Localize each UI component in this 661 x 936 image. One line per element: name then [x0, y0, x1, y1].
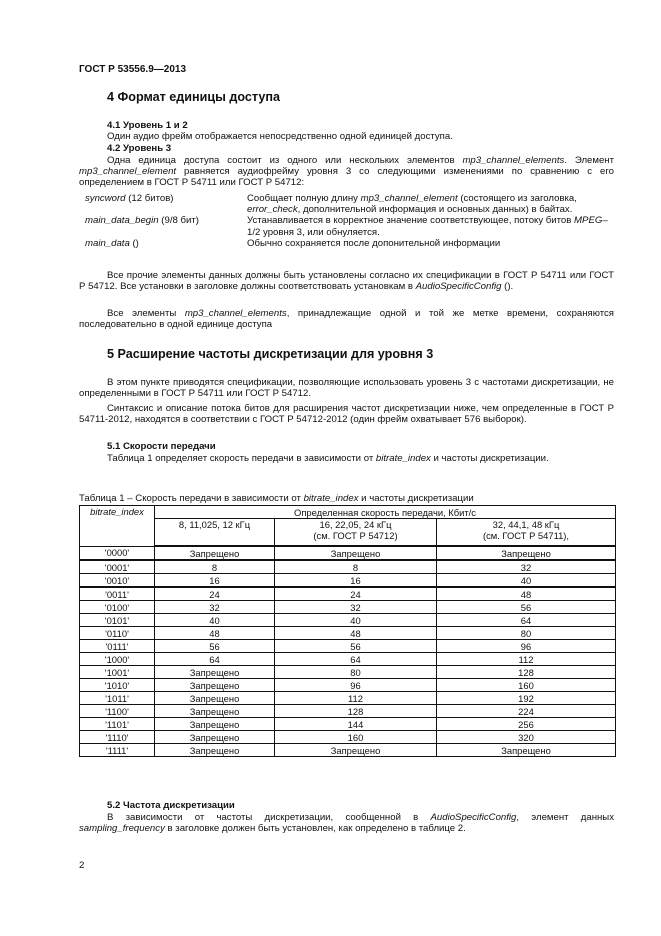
- table-row: [80, 653, 616, 666]
- table-cell: 80: [275, 666, 437, 679]
- section-5-title: 5 Расширение частоты дискретизации для уровня 3: [107, 347, 434, 361]
- table-row: [80, 640, 616, 653]
- document-header: ГОСТ Р 53556.9—2013: [79, 64, 187, 75]
- page-number: 2: [79, 860, 85, 871]
- text-segment: и частоты дискретизации: [358, 493, 474, 504]
- table-cell: 48: [437, 587, 616, 601]
- table-cell: '1100': [80, 705, 155, 718]
- table-cell: Запрещено: [155, 705, 275, 718]
- italic-term: bitrate_index: [375, 453, 431, 464]
- table-cell: 48: [155, 627, 275, 640]
- table-row: [80, 560, 616, 574]
- italic-term: mp3_channel_elements: [462, 155, 565, 166]
- definition-row: main_data () Обычно сохраняется после допонительной информации: [79, 238, 614, 249]
- table-cell: '1000': [80, 653, 155, 666]
- italic-term: mp3_channel_elements: [184, 308, 287, 319]
- table-cell: 112: [275, 692, 437, 705]
- table-cell: 256: [437, 718, 616, 731]
- definition-description: [247, 238, 614, 249]
- table-cell: 40: [437, 574, 616, 588]
- table-cell: 32: [437, 560, 616, 574]
- italic-term: AudioSpecificConfig: [415, 281, 502, 293]
- table-row: [80, 601, 616, 614]
- table-cell: 192: [437, 692, 616, 705]
- section-4-title: 4 Формат единицы доступа: [107, 90, 280, 104]
- table-header-group: Определенная скорость передачи, Кбит/с: [155, 506, 616, 519]
- text-segment: и частоты дискретизации.: [430, 453, 549, 464]
- table-cell: Запрещено: [155, 692, 275, 705]
- definition-description: [247, 193, 614, 215]
- table-subheader: 8, 11,025, 12 кГц: [155, 519, 275, 547]
- table-row: [80, 546, 616, 560]
- subsection-5-2-text: [79, 812, 614, 834]
- text-segment: Сообщает полную длину: [247, 193, 361, 204]
- text-segment: , дополнительной информация и основных данных) в байтах.: [297, 204, 573, 216]
- table-row: [80, 705, 616, 718]
- table-cell: 64: [155, 653, 275, 666]
- italic-term: sampling_frequency: [79, 823, 165, 835]
- table-cell: 16: [275, 574, 437, 588]
- table-cell: 160: [437, 679, 616, 692]
- table-cell: 128: [437, 666, 616, 679]
- table-cell: 144: [275, 718, 437, 731]
- table-cell: 8: [155, 560, 275, 574]
- italic-term: mp3_channel_element: [79, 166, 177, 178]
- table-cell: 160: [275, 731, 437, 744]
- table-cell: 320: [437, 731, 616, 744]
- text-segment: В зависимости от частоты дискретизации, сообщенной в: [107, 812, 431, 823]
- table-cell: 56: [155, 640, 275, 653]
- table-cell: '0001': [80, 560, 155, 574]
- table-cell: '0000': [80, 546, 155, 560]
- table-cell: '0101': [80, 614, 155, 627]
- text-segment: Обычно сохраняется после допонительной информации: [247, 237, 501, 249]
- text-segment: Таблица 1 – Скорость передачи в зависимости от: [79, 493, 304, 504]
- table-cell: 112: [437, 653, 616, 666]
- definition-term: syncword: [85, 193, 126, 204]
- table-cell: 80: [437, 627, 616, 640]
- subsection-4-2-paragraph-2: [79, 270, 614, 292]
- italic-term: mp3_channel_element: [360, 193, 458, 204]
- table-cell: 224: [437, 705, 616, 718]
- table-cell: 56: [275, 640, 437, 653]
- table-cell: Запрещено: [275, 546, 437, 560]
- text-segment: ().: [501, 281, 514, 293]
- table-cell: Запрещено: [155, 731, 275, 744]
- table-cell: '0100': [80, 601, 155, 614]
- italic-term: bitrate_index: [303, 493, 359, 504]
- table-cell: Запрещено: [155, 679, 275, 692]
- table-cell: 128: [275, 705, 437, 718]
- table-cell: 8: [275, 560, 437, 574]
- table-cell: '1111': [80, 744, 155, 757]
- section-5-paragraph-1: В этом пункте приводятся спецификации, позволяющие использовать уровень 3 с частотами дискретизации, не определенными в ГОСТ Р 54711 или ГОСТ Р 54712.: [79, 377, 614, 400]
- table-subheader: 32, 44,1, 48 кГц (см. ГОСТ Р 54711),: [437, 519, 616, 547]
- table-cell: Запрещено: [155, 718, 275, 731]
- table-cell: '0010': [80, 574, 155, 588]
- table-cell: Запрещено: [155, 546, 275, 560]
- table-cell: Запрещено: [437, 744, 616, 757]
- text-segment: –1/2 уровня 3, или обнуляется.: [247, 215, 608, 238]
- subsection-4-1-text: Один аудио фрейм отображается непосредственно одной единицей доступа.: [107, 131, 453, 142]
- text-segment: Таблица 1 определяет скорость передачи в зависимости от: [107, 453, 376, 464]
- table-cell: '1010': [80, 679, 155, 692]
- table-cell: '0110': [80, 627, 155, 640]
- table-cell: Запрещено: [155, 666, 275, 679]
- italic-term: error_check: [247, 204, 298, 216]
- text-segment: Все прочие элементы данных должны быть установлены согласно их спецификации в ГОСТ Р 54711 или ГОСТ Р 54712. Все установки в заголовке должны соответствовать установкам в: [79, 270, 614, 293]
- table-cell: 64: [275, 653, 437, 666]
- table-cell: Запрещено: [275, 744, 437, 757]
- table-row: [80, 627, 616, 640]
- definition-term: main_data_begin: [85, 215, 159, 227]
- text-segment: равняется аудиофрейму уровня 3 со следующими изменениями по сравнению с его определением в ГОСТ Р 54711 или ГОСТ Р 54712:: [79, 166, 614, 189]
- definition-row: main_data_begin (9/8 бит) Устанавливается в корректное значение соответствующее, потоку битов MPEG–1/2 уровня 3, или обнуляется.: [79, 215, 614, 237]
- table-subheader: 16, 22,05, 24 кГц (см. ГОСТ Р 54712): [275, 519, 437, 547]
- definition-row: syncword (12 битов) Сообщает полную длину mp3_channel_element (состоящего из заголовка, error_check, дополнительной информация и основных данных) в байтах.: [79, 193, 614, 215]
- subsection-4-2-paragraph-3: [79, 308, 614, 330]
- text-segment: Одна единица доступа состоит из одного или нескольких элементов: [107, 155, 463, 166]
- table-row: [80, 744, 616, 757]
- table-cell: 64: [437, 614, 616, 627]
- section-5-paragraph-2: Синтаксис и описание потока битов для расширения частот дискретизации ниже, чем определенные в ГОСТ Р 54711-2012, находятся в соответствии с ГОСТ Р 54712-2012 (один фрейм охватывает 576 выборок).: [79, 403, 614, 426]
- table-cell: 96: [275, 679, 437, 692]
- italic-term: AudioSpecificConfig: [430, 812, 517, 823]
- subsection-5-1-text: [79, 453, 614, 464]
- italic-term: MPEG: [574, 215, 603, 227]
- subsection-5-2-title: 5.2 Частота дискретизации: [107, 800, 235, 811]
- table-cell: '1101': [80, 718, 155, 731]
- table-cell: 96: [437, 640, 616, 653]
- table-row: [80, 731, 616, 744]
- table-row: [80, 666, 616, 679]
- table-cell: '1110': [80, 731, 155, 744]
- table-1-caption: [79, 493, 474, 504]
- table-row: [80, 679, 616, 692]
- definition-description: [247, 215, 614, 237]
- subsection-5-1-title: 5.1 Скорости передачи: [107, 441, 216, 452]
- table-cell: 24: [275, 587, 437, 601]
- table-cell: 32: [155, 601, 275, 614]
- text-segment: . Элемент: [564, 155, 614, 166]
- subsection-4-2-paragraph: [79, 155, 614, 189]
- table-row: [80, 692, 616, 705]
- table-cell: Запрещено: [155, 744, 275, 757]
- subsection-4-2-title: 4.2 Уровень 3: [107, 143, 172, 154]
- table-cell: 32: [275, 601, 437, 614]
- table-cell: 56: [437, 601, 616, 614]
- table-header-bitrate-index: bitrate_index: [80, 506, 155, 547]
- definition-list: [79, 193, 614, 249]
- table-row: [80, 574, 616, 588]
- text-segment: Все элементы: [107, 308, 185, 319]
- text-segment: , элемент данных: [516, 812, 614, 823]
- table-row: [80, 587, 616, 601]
- table-cell: 24: [155, 587, 275, 601]
- table-1: [79, 505, 616, 757]
- table-cell: 16: [155, 574, 275, 588]
- text-segment: в заголовке должен быть установлен, как определено в таблице 2.: [164, 823, 466, 835]
- table-cell: 40: [275, 614, 437, 627]
- definition-term: main_data: [85, 237, 130, 249]
- table-cell: '1011': [80, 692, 155, 705]
- text-segment: , принадлежащие одной и той же метке времени, сохраняются последовательно в одной единице доступа: [79, 308, 614, 331]
- table-row: [80, 718, 616, 731]
- text-segment: (состоящего из заголовка,: [457, 193, 577, 204]
- text-segment: Устанавливается в корректное значение соответствующее, потоку битов: [247, 215, 575, 227]
- table-cell: '0011': [80, 587, 155, 601]
- table-cell: '1001': [80, 666, 155, 679]
- subsection-4-1-title: 4.1 Уровень 1 и 2: [107, 120, 188, 131]
- table-cell: 40: [155, 614, 275, 627]
- table-1-body: [80, 546, 616, 757]
- table-cell: Запрещено: [437, 546, 616, 560]
- table-cell: '0111': [80, 640, 155, 653]
- table-cell: 48: [275, 627, 437, 640]
- table-row: [80, 614, 616, 627]
